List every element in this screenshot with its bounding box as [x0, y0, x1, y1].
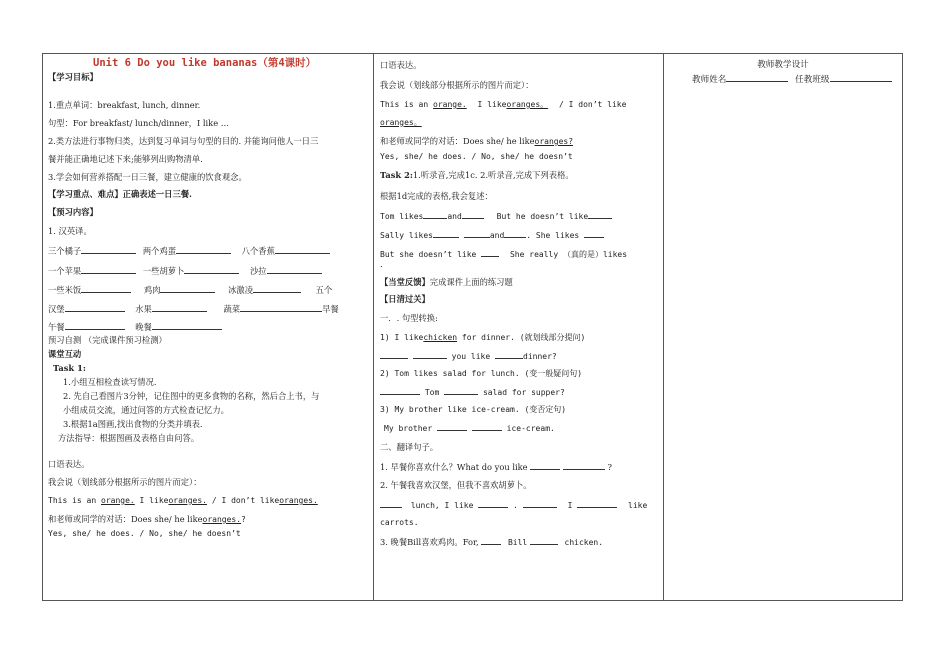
dialog-question	[380, 136, 573, 147]
answer-blank[interactable]	[472, 422, 502, 431]
answer-blank[interactable]	[253, 284, 301, 293]
class-field[interactable]	[830, 73, 892, 82]
answer-blank[interactable]	[240, 303, 322, 312]
answer-blank[interactable]	[184, 265, 239, 274]
vocab-item: 冰激凌	[228, 285, 253, 295]
class-label: 任教班级	[795, 75, 830, 85]
answer-blank[interactable]	[478, 499, 508, 508]
question-1	[380, 332, 585, 343]
self-check: 预习自测 （完成课件预习检测）	[48, 335, 167, 345]
teacher-name-label: 教师姓名	[692, 75, 727, 85]
teacher-info-line	[692, 73, 892, 86]
answer-blank[interactable]	[65, 321, 125, 330]
preview-header: 【预习内容】	[48, 207, 98, 217]
question-2-answer	[380, 386, 565, 398]
task-2-text: 1.听录音,完成1c. 2.听录音,完成下列表格。	[412, 170, 574, 180]
oral-expression: 口语表达。	[380, 60, 422, 70]
answer-blank[interactable]	[380, 350, 408, 359]
answer-blank[interactable]	[81, 265, 136, 274]
retell-line-1	[380, 210, 612, 222]
underlined-word: oranges.	[279, 496, 318, 505]
i-can-say: 我会说（划线部分根据所示的图片而定）：	[48, 477, 202, 487]
sentence-continued	[380, 117, 422, 128]
underlined-word: chicken	[423, 333, 458, 342]
text: / I don’t like	[559, 100, 627, 109]
text: Bill	[507, 538, 528, 547]
answer-blank[interactable]	[584, 229, 604, 238]
vocab-item: 汉堡	[48, 304, 65, 314]
answer-blank[interactable]	[380, 499, 402, 508]
vocab-item: 蔬菜	[223, 304, 241, 314]
answer-blank[interactable]	[81, 245, 136, 254]
student-column-left	[43, 54, 374, 600]
answer-blank[interactable]	[481, 248, 499, 257]
answer-blank[interactable]	[152, 321, 222, 330]
text: She really （真的是）likes	[509, 250, 628, 259]
focus-difficulty: 【学习重点、难点】正确表述一日三餐.	[48, 189, 192, 199]
task-1-step-3: 3.根据1a图画,找出食物的分类并填表.	[63, 419, 203, 429]
vocab-item: 早餐	[322, 304, 339, 314]
teacher-name-field[interactable]	[726, 73, 788, 82]
text: chicken.	[564, 538, 604, 547]
underlined-word: oranges.	[168, 496, 207, 505]
vocab-item: 一个苹果	[48, 266, 82, 276]
answer-blank[interactable]	[464, 229, 490, 238]
underlined-word: orange.	[101, 496, 135, 505]
text: Tom	[424, 388, 440, 397]
translate-title: 1. 汉英译。	[48, 226, 92, 236]
goal-2-line-2: 餐并能正确地记述下来;能够列出购物清单.	[48, 154, 203, 164]
text: This is an	[48, 496, 97, 505]
answer-blank[interactable]	[437, 422, 467, 431]
answer-blank[interactable]	[275, 245, 330, 254]
text: / I don’t like	[211, 496, 280, 505]
goal-2-line-1: 2.类方法进行事物归类，达到复习单词与句型的目的. 并能询问他人一日三	[48, 136, 319, 146]
text: lunch, I like	[410, 501, 474, 510]
daily-check-header: 【日清过关】	[380, 294, 430, 304]
underlined-word: oranges。	[380, 118, 422, 127]
task-1-label: Task 1:	[53, 363, 86, 373]
answer-blank[interactable]	[65, 303, 125, 312]
answer-blank[interactable]	[152, 303, 207, 312]
underlined-word: oranges.	[202, 515, 242, 524]
method-guide: 方法指导：根据图画及表格自由问答。	[58, 433, 200, 443]
answer-blank[interactable]	[423, 210, 447, 219]
text: My brother	[384, 424, 433, 433]
text: But he doesn’t like	[496, 212, 589, 221]
feedback-text: 完成课件上面的练习题	[429, 277, 513, 287]
text: Tom likes	[380, 212, 424, 221]
vocab-item: 两个鸡蛋	[142, 246, 177, 256]
answer-blank[interactable]	[530, 536, 558, 545]
worksheet-frame	[42, 53, 903, 601]
vocab-item: 一些胡萝卜	[142, 266, 185, 276]
text: you like	[451, 352, 491, 361]
text: and	[447, 212, 462, 221]
retell-line-2	[380, 229, 604, 241]
vocab-item: 八个香蕉	[241, 246, 275, 256]
question-2: 2) Tom likes salad for lunch. (变一般疑问句)	[380, 369, 583, 378]
text: like	[628, 501, 648, 510]
text: . She likes	[526, 231, 580, 240]
student-column-right	[374, 54, 664, 600]
text: This is an	[380, 100, 429, 109]
text: ?	[607, 462, 612, 472]
vocab-item: 五个	[315, 285, 333, 295]
dialog-answer: Yes, she/ he does. / No, she/ he doesn’t	[380, 152, 573, 161]
text: 和老师或同学的对话：Does she/ he like	[48, 514, 203, 524]
answer-blank[interactable]	[481, 536, 501, 545]
text: Sally likes	[380, 231, 433, 240]
answer-blank[interactable]	[413, 350, 447, 359]
goal-1-sentence: 句型：For breakfast/ lunch/dinner，I like …	[48, 118, 230, 128]
vocab-row-2	[48, 265, 322, 277]
answer-blank[interactable]	[523, 499, 557, 508]
sentence-this-is	[380, 99, 626, 110]
vocab-item: 水果	[135, 304, 152, 314]
vocab-item: 三个橘子	[48, 246, 82, 256]
retell-instruction: 根据1d完成的表格,我会复述：	[380, 191, 493, 201]
answer-blank[interactable]	[530, 461, 560, 470]
teacher-design-title: 教师教学设计	[757, 60, 809, 70]
goal-3: 3.学会如何营养搭配一日三餐，建立健康的饮食观念。	[48, 172, 247, 182]
goals-header: 【学习目标】	[48, 72, 98, 82]
text: I like	[139, 496, 169, 505]
text: But she doesn’t like	[380, 250, 477, 259]
answer-blank[interactable]	[495, 350, 523, 359]
text: ice-cream.	[506, 424, 555, 433]
translate-2: 2. 午餐我喜欢汉堡，但我不喜欢胡萝卜。	[380, 480, 532, 490]
text: 1) I like	[380, 333, 424, 342]
task-2-label: Task 2:	[380, 170, 413, 180]
text: I like	[477, 100, 507, 109]
question-3: 3) My brother like ice-cream. (变否定句)	[380, 405, 567, 414]
period-mark: .	[380, 259, 383, 269]
feedback	[380, 277, 513, 288]
text: and	[489, 231, 505, 240]
answer-blank[interactable]	[81, 284, 131, 293]
underlined-word: orange.	[433, 100, 467, 109]
vocab-row-3	[48, 284, 332, 296]
vocab-item: 鸡肉	[143, 285, 161, 295]
text: salad for supper?	[482, 388, 565, 397]
section-1-title: 一．. 句型转换:	[380, 313, 438, 323]
section-2-title: 二、翻译句子。	[380, 442, 439, 452]
page-title: Unit 6 Do you like bananas（第4课时）	[93, 57, 317, 69]
dialog-answer: Yes, she/ he does. / No, she/ he doesn’t	[48, 529, 241, 538]
vocab-item: 午餐	[48, 322, 65, 332]
vocab-row-4	[48, 303, 339, 315]
task-1-step-2-line-1: 2. 先自己看图片3分钟，记住图中的更多食物的名称，然后合上书，与	[63, 391, 320, 401]
text: 3. 晚餐Bill喜欢鸡肉。For,	[380, 537, 479, 547]
task-1-step-1: 1.小组互相检查读写情况.	[63, 377, 157, 387]
answer-blank[interactable]	[462, 210, 484, 219]
goal-1: 1.重点单词：breakfast, lunch, dinner.	[48, 100, 201, 110]
answer-blank[interactable]	[563, 461, 605, 470]
answer-blank[interactable]	[267, 265, 322, 274]
question-1-answer	[380, 350, 557, 362]
question-3-answer	[384, 422, 555, 434]
vocab-item: 沙拉	[249, 266, 267, 276]
underlined-word: oranges。	[506, 100, 549, 109]
teacher-column	[664, 54, 902, 600]
answer-blank[interactable]	[577, 499, 617, 508]
answer-blank[interactable]	[380, 386, 420, 395]
task-2	[380, 170, 574, 181]
sentence-this-is	[48, 495, 318, 506]
answer-blank[interactable]	[160, 284, 215, 293]
answer-blank[interactable]	[444, 386, 478, 395]
text: 1. 早餐你喜欢什么？What do you like	[380, 462, 528, 472]
translate-2-answer: lunch, I like . I like	[380, 499, 647, 511]
answer-blank[interactable]	[176, 245, 231, 254]
translate-2-carrots: carrots.	[380, 518, 419, 527]
answer-blank[interactable]	[504, 229, 526, 238]
text: I	[567, 501, 573, 510]
feedback-header: 【当堂反馈】	[380, 277, 430, 287]
translate-1	[380, 461, 612, 473]
text: for dinner. (就划线部分提问)	[461, 333, 586, 342]
dialog-question: 和老师或同学的对话：Does she/ he likeoranges.?	[48, 514, 246, 524]
underlined-word: oranges?	[534, 137, 574, 146]
text: dinner?	[523, 352, 557, 361]
translate-3	[380, 536, 603, 548]
vocab-row-5	[48, 321, 222, 333]
vocab-item: 晚餐	[135, 322, 152, 332]
oral-expression: 口语表达。	[48, 459, 90, 469]
task-1-step-2-line-2: 小组成员交流，通过问答的方式检查记忆力。	[63, 405, 229, 415]
vocab-row-1	[48, 245, 330, 257]
retell-line-3	[380, 248, 627, 260]
classroom-header: 课堂互动	[48, 349, 82, 359]
text: 和老师或同学的对话：Does she/ he like	[380, 136, 535, 146]
i-can-say: 我会说（划线部分根据所示的图片而定）：	[380, 80, 534, 90]
answer-blank[interactable]	[433, 229, 459, 238]
vocab-item: 一些米饭	[48, 285, 82, 295]
answer-blank[interactable]	[588, 210, 612, 219]
